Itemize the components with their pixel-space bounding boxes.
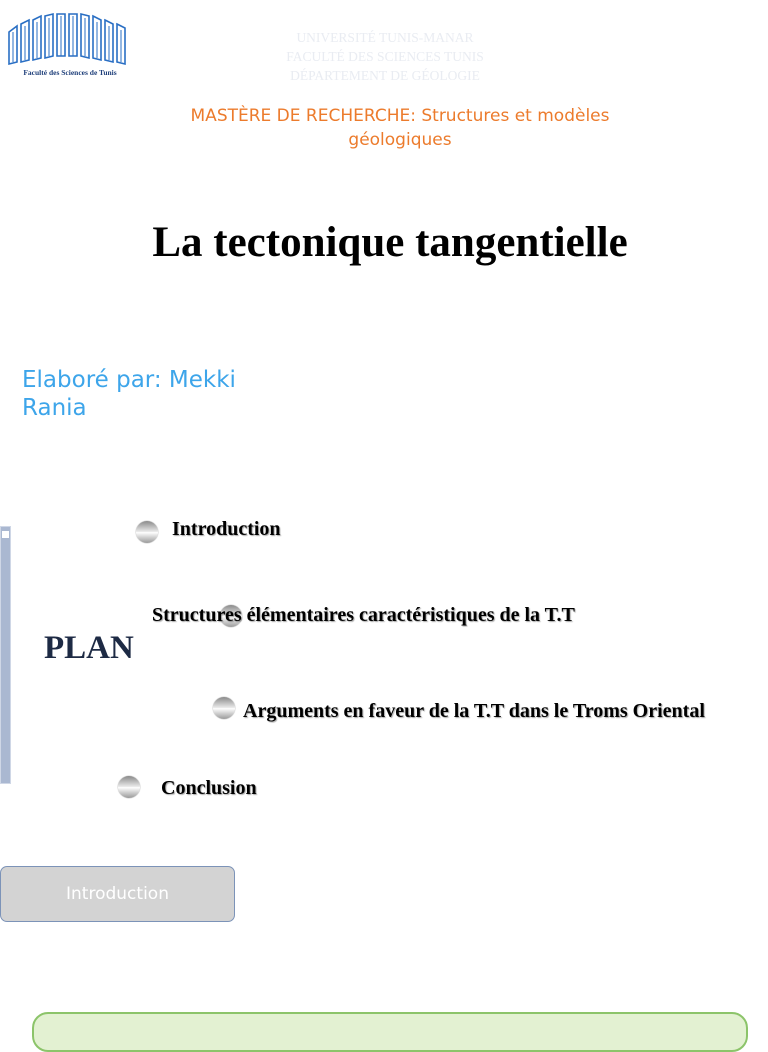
plan-heading: PLAN [44, 630, 134, 666]
master-program-line2: géologiques [348, 130, 452, 150]
logo-caption: Faculté des Sciences de Tunis [23, 68, 117, 77]
logo-columns-icon [5, 12, 135, 68]
author-line1: Elaboré par: Mekki [22, 367, 236, 393]
master-program-line1: MASTÈRE DE RECHERCHE: Structures et modèles [190, 106, 610, 126]
faculty-logo [5, 12, 135, 82]
plan-item-conclusion[interactable]: Conclusion [161, 777, 257, 799]
author [22, 366, 322, 422]
plan-item-arguments[interactable]: Arguments en faveur de la T.T dans le Troms Oriental [243, 700, 705, 722]
plan-item-introduction[interactable]: Introduction [172, 518, 281, 540]
plan-bullet-icon [118, 776, 140, 798]
green-content-box [32, 1012, 748, 1052]
page-title: La tectonique tangentielle [152, 219, 628, 266]
faculty-line: FACULTÉ DES SCIENCES TUNIS [286, 49, 484, 64]
university-line: UNIVERSITÉ TUNIS-MANAR [296, 30, 474, 45]
introduction-button[interactable]: Introduction [0, 866, 235, 922]
department-line: DÉPARTEMENT DE GÉOLOGIE [290, 68, 480, 83]
plan-bullet-icon [136, 521, 158, 543]
master-program [120, 104, 680, 152]
plan-item-structures[interactable]: Structures élémentaires caractéristiques de la T.T [152, 604, 575, 626]
author-line2: Rania [22, 395, 87, 421]
plan-side-bar [0, 526, 11, 784]
university-header [230, 28, 540, 85]
plan-side-bar-tab [2, 531, 9, 538]
plan-bullet-icon [213, 697, 235, 719]
